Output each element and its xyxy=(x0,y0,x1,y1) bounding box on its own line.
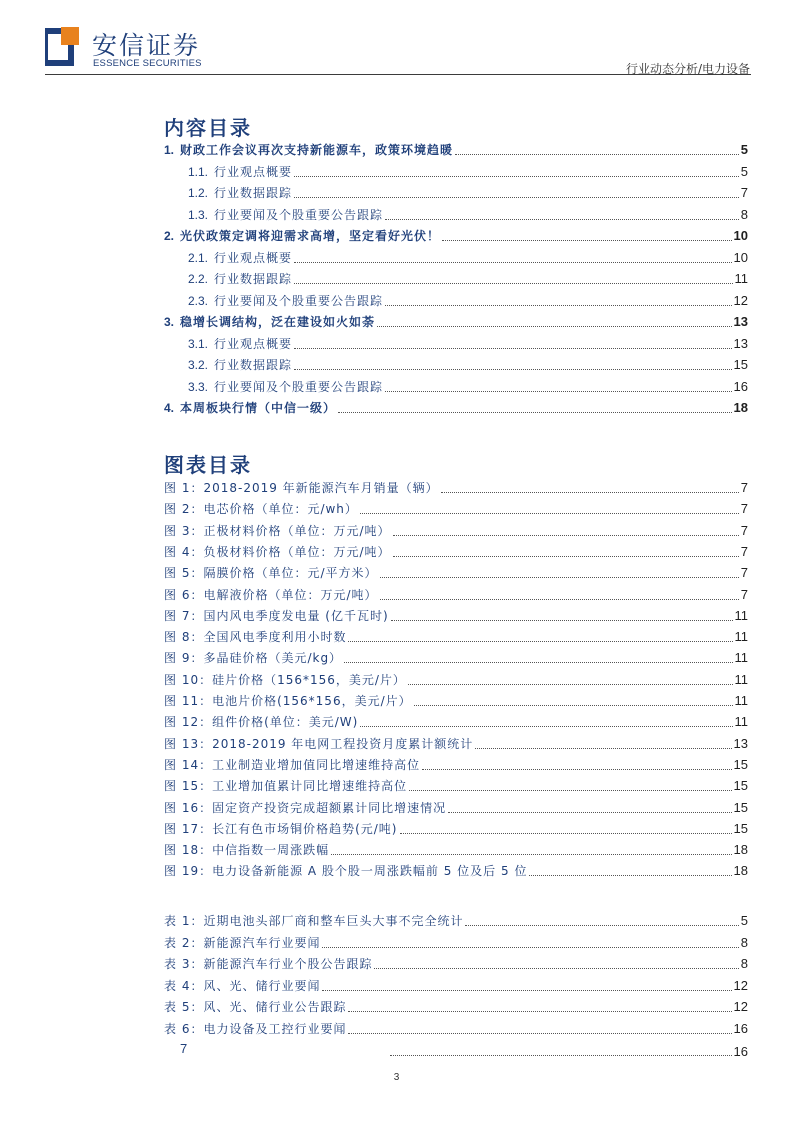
leader-dots xyxy=(465,924,738,926)
table-entry-page: 12 xyxy=(733,999,748,1014)
toc-subentry[interactable] xyxy=(188,291,748,309)
figure-entry-page: 11 xyxy=(734,671,748,687)
leader-dots xyxy=(294,175,739,177)
toc-entry-title: 行业观点概要 xyxy=(214,250,293,265)
toc-entry-title: 行业要闻及个股重要公告跟踪 xyxy=(214,293,384,308)
figure-entry[interactable] xyxy=(164,670,748,688)
toc-subentry[interactable] xyxy=(188,183,748,201)
figure-entry-title: 图 11：电池片价格(156*156，美元/片） xyxy=(164,694,412,708)
leader-dots xyxy=(414,704,733,706)
toc-entry-number: 2.2. xyxy=(188,272,209,286)
figure-entry-page: 18 xyxy=(733,863,748,879)
table-entry-title: 表 1：近期电池头部厂商和整车巨头大事不完全统计 xyxy=(164,914,464,928)
figure-entry-page: 11 xyxy=(734,693,748,708)
toc-entry-page: 7 xyxy=(740,185,748,200)
leader-dots xyxy=(294,282,732,284)
toc-subentry[interactable] xyxy=(188,334,748,352)
leader-dots xyxy=(360,512,739,514)
toc-entry-number: 1.1. xyxy=(188,164,209,179)
toc-entry-page: 13 xyxy=(733,335,748,351)
toc-entry[interactable] xyxy=(164,312,748,330)
page-header xyxy=(0,0,793,80)
leader-dots xyxy=(400,832,732,834)
figure-entry[interactable] xyxy=(164,563,748,581)
table-entry-page: 5 xyxy=(740,913,748,928)
leader-dots xyxy=(475,747,731,749)
toc-entry-title: 财政工作会议再次支持新能源车，政策环境趋暖 xyxy=(180,143,454,157)
figure-entry-page: 7 xyxy=(740,501,748,517)
figures-title: 图表目录 xyxy=(164,453,252,477)
leader-dots xyxy=(385,218,739,220)
dangling-entry-leader xyxy=(388,1041,748,1059)
leader-dots xyxy=(348,1032,731,1034)
toc-subentry[interactable] xyxy=(188,377,748,395)
toc-entry-page: 12 xyxy=(733,292,748,308)
figure-entry[interactable] xyxy=(164,840,748,858)
figure-entry-title: 图 6：电解液价格（单位：万元/吨） xyxy=(164,587,378,602)
leader-dots xyxy=(408,683,733,685)
toc-entry-title: 光伏政策定调将迎需求高增，坚定看好光伏！ xyxy=(180,229,441,243)
figure-entry[interactable] xyxy=(164,734,748,752)
leader-dots xyxy=(374,967,738,969)
figure-entry[interactable] xyxy=(164,712,748,730)
figure-entry-page: 15 xyxy=(733,778,748,794)
toc-entry-title: 行业数据跟踪 xyxy=(214,186,293,200)
toc-entry[interactable] xyxy=(164,398,748,416)
table-entry[interactable] xyxy=(164,997,748,1015)
toc-subentry[interactable] xyxy=(188,162,748,180)
toc-entry-page: 5 xyxy=(740,142,748,157)
figure-entry-title: 图 3：正极材料价格（单位：万元/吨） xyxy=(164,523,391,538)
figure-entry-page: 11 xyxy=(734,629,748,645)
leader-dots xyxy=(348,640,732,642)
figure-entry-title: 图 12：组件价格(单位：美元/W) xyxy=(164,715,359,730)
figure-entry[interactable] xyxy=(164,755,748,773)
figure-entry[interactable] xyxy=(164,798,748,816)
figure-entry-page: 7 xyxy=(740,586,748,602)
toc-title: 内容目录 xyxy=(164,116,252,140)
toc-entry-page: 15 xyxy=(733,357,748,372)
figure-entry-title: 图 5：隔膜价格（单位：元/平方米） xyxy=(164,566,378,581)
toc-subentry[interactable] xyxy=(188,269,748,287)
leader-dots xyxy=(294,196,739,198)
brand-name-en: ESSENCE SECURITIES xyxy=(93,58,202,69)
leader-dots xyxy=(322,946,738,948)
toc-entry-page: 10 xyxy=(733,228,748,243)
leader-dots xyxy=(529,874,731,876)
toc-entry-page: 5 xyxy=(740,163,748,179)
figure-entry-title: 图 4：负极材料价格（单位：万元/吨） xyxy=(164,544,391,559)
leader-dots xyxy=(393,534,739,536)
table-entry[interactable] xyxy=(164,976,748,994)
table-entry-page: 8 xyxy=(740,956,748,971)
toc-entry-title: 本周板块行情（中信一级） xyxy=(180,401,337,415)
leader-dots xyxy=(390,1054,732,1056)
toc-entry-title: 行业观点概要 xyxy=(214,336,293,351)
toc-subentry[interactable] xyxy=(188,355,748,373)
figure-entry-page: 11 xyxy=(734,650,748,666)
leader-dots xyxy=(377,325,732,327)
page-number: 3 xyxy=(393,1072,400,1083)
brand-name-cn: 安信证券 xyxy=(92,31,201,60)
table-entry[interactable] xyxy=(164,911,748,929)
table-entry-title: 表 3：新能源汽车行业个股公告跟踪 xyxy=(164,957,373,971)
leader-dots xyxy=(380,576,739,578)
figure-entry-page: 13 xyxy=(733,735,748,751)
toc-entry[interactable] xyxy=(164,226,748,244)
table-entry[interactable] xyxy=(164,1019,748,1037)
leader-dots xyxy=(348,1010,731,1012)
figure-entry-title: 图 18：中信指数一周涨跌幅 xyxy=(164,843,330,858)
toc-subentry[interactable] xyxy=(188,248,748,266)
figure-entry-title: 图 9：多晶硅价格（美元/kg） xyxy=(164,651,343,666)
figure-entry-title: 图 17：长江有色市场铜价格趋势(元/吨) xyxy=(164,821,398,836)
toc-entry-number: 3.2. xyxy=(188,358,209,372)
toc-entry-number: 3. xyxy=(164,315,175,329)
table-entry-page: 12 xyxy=(733,977,748,993)
leader-dots xyxy=(380,598,739,600)
leader-dots xyxy=(448,811,731,813)
header-divider xyxy=(45,74,751,75)
toc-entry-number: 3.1. xyxy=(188,336,209,351)
toc-entry-page: 13 xyxy=(733,314,748,329)
toc-subentry[interactable] xyxy=(188,205,748,223)
figure-entry-title: 图 7：国内风电季度发电量 (亿千瓦时) xyxy=(164,608,389,623)
table-entry-title: 表 5：风、光、储行业公告跟踪 xyxy=(164,1000,347,1014)
dangling-entry-page: 16 xyxy=(733,1044,748,1059)
leader-dots xyxy=(331,853,731,855)
figure-entry-page: 15 xyxy=(733,756,748,772)
figure-entry-page: 7 xyxy=(740,543,748,559)
figure-entry[interactable] xyxy=(164,861,748,879)
figure-entry[interactable] xyxy=(164,499,748,517)
leader-dots xyxy=(360,725,732,727)
figure-entry-page: 11 xyxy=(734,607,748,623)
toc-entry-page: 11 xyxy=(734,271,748,286)
figure-entry-page: 7 xyxy=(740,565,748,581)
toc-entry-number: 2.3. xyxy=(188,293,209,308)
figure-entry-title: 图 16：固定资产投资完成超额累计同比增速情况 xyxy=(164,800,447,815)
toc-entry-title: 行业数据跟踪 xyxy=(214,358,293,372)
table-entry-page: 8 xyxy=(740,934,748,950)
leader-dots xyxy=(385,304,732,306)
figure-entry[interactable] xyxy=(164,585,748,603)
toc-entry-number: 1. xyxy=(164,143,175,157)
toc-entry-title: 行业观点概要 xyxy=(214,164,293,179)
toc-entry-number: 3.3. xyxy=(188,379,209,394)
figure-entry[interactable] xyxy=(164,819,748,837)
figure-entry-page: 11 xyxy=(734,714,748,730)
toc-entry-number: 1.2. xyxy=(188,186,209,200)
leader-dots xyxy=(409,789,731,791)
leader-dots xyxy=(294,261,732,263)
table-entry-title: 表 6：电力设备及工控行业要闻 xyxy=(164,1021,347,1036)
leader-dots xyxy=(338,411,732,413)
toc-entry-number: 2.1. xyxy=(188,250,209,265)
figure-entry-page: 7 xyxy=(740,522,748,538)
figure-entry-title: 图 14：工业制造业增加值同比增速维持高位 xyxy=(164,757,421,772)
leader-dots xyxy=(441,491,739,493)
figure-entry-page: 7 xyxy=(740,480,748,495)
figure-entry-page: 18 xyxy=(733,842,748,858)
figure-entry-page: 15 xyxy=(733,799,748,815)
leader-dots xyxy=(294,347,732,349)
toc-entry-title: 行业要闻及个股重要公告跟踪 xyxy=(214,207,384,222)
figure-entry[interactable] xyxy=(164,776,748,794)
toc-entry-page: 10 xyxy=(733,249,748,265)
table-entry[interactable] xyxy=(164,933,748,951)
table-entry-page: 16 xyxy=(733,1020,748,1036)
figure-entry[interactable] xyxy=(164,627,748,645)
figure-entry[interactable] xyxy=(164,691,748,709)
figure-entry-title: 图 8：全国风电季度利用小时数 xyxy=(164,630,347,645)
toc-entry-title: 行业要闻及个股重要公告跟踪 xyxy=(214,379,384,394)
toc-entry-page: 8 xyxy=(740,206,748,222)
table-entry[interactable] xyxy=(164,954,748,972)
leader-dots xyxy=(344,661,732,663)
toc-entry[interactable] xyxy=(164,140,748,158)
leader-dots xyxy=(422,768,731,770)
leader-dots xyxy=(455,153,739,155)
figure-entry[interactable] xyxy=(164,542,748,560)
figure-entry[interactable] xyxy=(164,606,748,624)
toc-entry-page: 16 xyxy=(733,378,748,394)
report-section: 行业动态分析/电力设备 xyxy=(625,62,750,76)
figure-entry[interactable] xyxy=(164,478,748,496)
essence-logo-icon xyxy=(45,27,79,67)
toc-entry-number: 4. xyxy=(164,401,175,415)
figure-entry[interactable] xyxy=(164,648,748,666)
leader-dots xyxy=(294,368,732,370)
table-entry-title: 表 2：新能源汽车行业要闻 xyxy=(164,935,321,950)
leader-dots xyxy=(385,390,732,392)
figure-entry-title: 图 19：电力设备新能源 A 股个股一周涨跌幅前 5 位及后 5 位 xyxy=(164,864,528,879)
leader-dots xyxy=(393,555,739,557)
figure-entry[interactable] xyxy=(164,521,748,539)
dangling-entry-text[interactable]: 7 xyxy=(180,1041,188,1056)
figure-entry-title: 图 1：2018-2019 年新能源汽车月销量（辆） xyxy=(164,481,439,495)
figure-entry-title: 图 10：硅片价格（156*156，美元/片） xyxy=(164,672,406,687)
toc-entry-number: 2. xyxy=(164,229,175,243)
leader-dots xyxy=(391,619,733,621)
leader-dots xyxy=(322,989,731,991)
figure-entry-title: 图 2：电芯价格（单位：元/wh） xyxy=(164,502,358,517)
toc-entry-number: 1.3. xyxy=(188,207,209,222)
toc-entry-title: 行业数据跟踪 xyxy=(214,272,293,286)
figure-entry-title: 图 15：工业增加值累计同比增速维持高位 xyxy=(164,779,408,794)
leader-dots xyxy=(442,239,732,241)
toc-entry-title: 稳增长调结构，泛在建设如火如荼 xyxy=(180,315,376,329)
figure-entry-title: 图 13：2018-2019 年电网工程投资月度累计额统计 xyxy=(164,736,474,751)
table-entry-title: 表 4：风、光、储行业要闻 xyxy=(164,978,321,993)
figure-entry-page: 15 xyxy=(733,820,748,836)
toc-entry-page: 18 xyxy=(733,400,748,415)
